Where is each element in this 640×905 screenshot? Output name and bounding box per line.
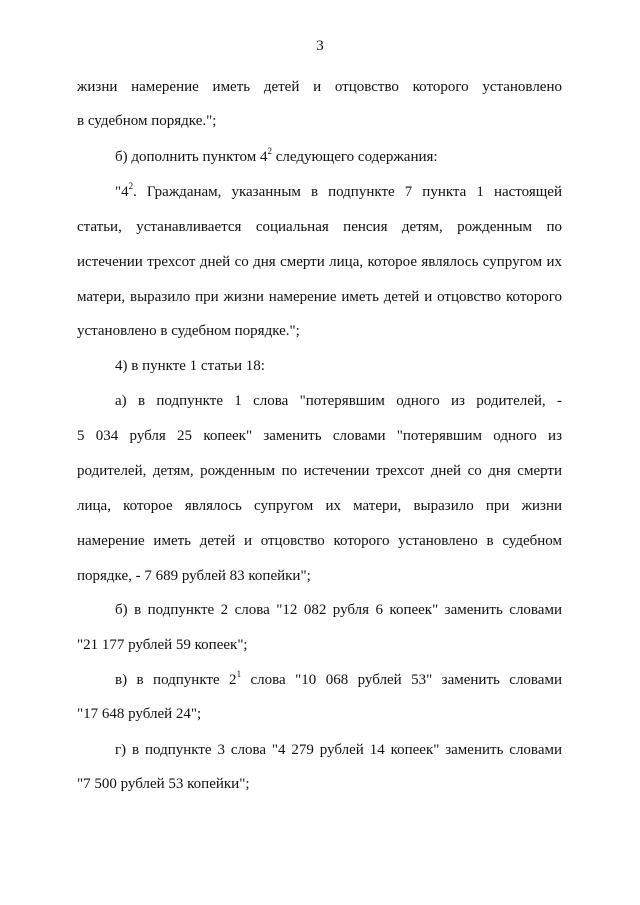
text-fragment: в) в подпункте 2	[115, 672, 237, 688]
text-line-1: жизни намерение иметь детей и отцовство которого установлено	[77, 79, 562, 95]
superscript: 1	[236, 669, 242, 679]
text-line-21: "7 500 рублей 53 копейки";	[77, 776, 250, 792]
page-number: 3	[316, 38, 324, 54]
text-line-18	[115, 671, 562, 689]
text-line-2: в судебном порядке.";	[77, 113, 217, 129]
text-line-9: 4) в пункте 1 статьи 18:	[115, 358, 265, 374]
text-line-12: родителей, детям, рожденным по истечении трехсот дней со дня смерти	[77, 463, 562, 479]
text-line-17: "21 177 рублей 59 копеек";	[77, 637, 248, 653]
text-fragment: . Гражданам, указанным в подпункте 7 пункта 1 настоящей	[133, 184, 562, 200]
text-line-5: статьи, устанавливается социальная пенсия детям, рожденным по	[77, 219, 562, 235]
text-line-8: установлено в судебном порядке.";	[77, 323, 300, 339]
text-line-10: а) в подпункте 1 слова "потерявшим одного из родителей, -	[115, 393, 562, 409]
text-line-19: "17 648 рублей 24";	[77, 706, 202, 722]
text-line-16: б) в подпункте 2 слова "12 082 рубля 6 копеек" заменить словами	[115, 602, 562, 618]
text-line-4	[115, 183, 562, 201]
text-fragment: следующего содержания:	[271, 149, 438, 165]
text-fragment: б) дополнить пунктом 4	[115, 149, 268, 165]
superscript: 2	[267, 146, 272, 156]
text-line-15: порядке, - 7 689 рублей 83 копейки";	[77, 568, 311, 584]
superscript: 2	[128, 181, 134, 191]
text-line-13: лица, которое являлось супругом их матери, выразило при жизни	[77, 498, 562, 514]
text-fragment: слова "10 068 рублей 53" заменить словами	[241, 672, 562, 688]
text-line-14: намерение иметь детей и отцовство которого установлено в судебном	[77, 533, 562, 549]
text-fragment: "4	[115, 184, 129, 200]
text-line-7: матери, выразило при жизни намерение иметь детей и отцовство которого	[77, 289, 562, 305]
text-line-11: 5 034 рубля 25 копеек" заменить словами "потерявшим одного из	[77, 428, 562, 444]
text-line-3	[115, 148, 562, 166]
text-line-6: истечении трехсот дней со дня смерти лица, которое являлось супругом их	[77, 254, 562, 270]
text-line-20: г) в подпункте 3 слова "4 279 рублей 14 копеек" заменить словами	[115, 742, 562, 758]
